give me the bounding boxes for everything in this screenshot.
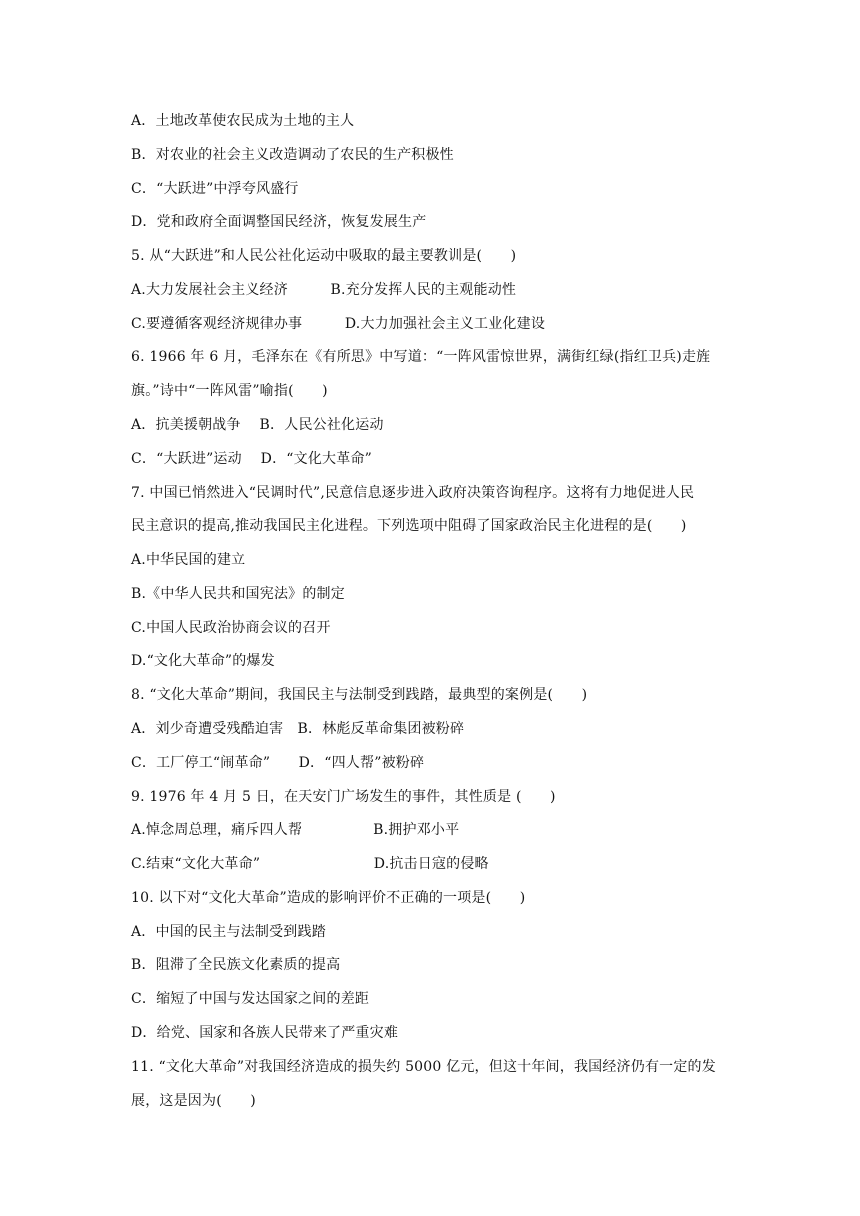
option-10c: C．缩短了中国与发达国家之间的差距 [131,991,370,1007]
option-7b: B.《中华人民共和国宪法》的制定 [131,586,345,602]
option-7c: C.中国人民政治协商会议的召开 [131,620,331,636]
option-10b: B．阻滞了全民族文化素质的提高 [131,957,341,973]
option-7a: A.中华民国的建立 [131,552,246,568]
question-11-line-1: 11. “文化大革命”对我国经济造成的损失约 5000 亿元，但这十年间，我国经济仍有一定的发 [131,1059,716,1075]
question-8: 8. “文化大革命”期间，我国民主与法制受到践踏，最典型的案例是( ) [131,687,588,703]
question-11-line-2: 展，这是因为( ) [131,1093,256,1109]
options-5cd: C.要遵循客观经济规律办事 D.大力加强社会主义工业化建设 [131,316,546,332]
question-6-line-2: 旗。”诗中“一阵风雷”喻指( ) [131,383,328,399]
question-10: 10. 以下对“文化大革命”造成的影响评价不正确的一项是( ) [131,890,526,906]
option-4a: A．土地改革使农民成为土地的主人 [131,113,355,129]
options-6cd: C．“大跃进”运动 D．“文化大革命” [131,451,373,467]
options-5ab: A.大力发展社会主义经济 B.充分发挥人民的主观能动性 [131,282,517,298]
question-9: 9. 1976 年 4 月 5 日，在天安门广场发生的事件，其性质是 ( ) [131,789,556,805]
option-7d: D.“文化大革命”的爆发 [131,653,275,669]
question-5: 5. 从“大跃进”和人民公社化运动中吸取的最主要教训是( ) [131,248,517,264]
option-4c: C．“大跃进”中浮夸风盛行 [131,181,299,197]
option-4d: D．党和政府全面调整国民经济，恢复发展生产 [131,214,427,230]
option-10d: D．给党、国家和各族人民带来了严重灾难 [131,1025,399,1041]
options-9ab: A.悼念周总理，痛斥四人帮 B.拥护邓小平 [131,822,460,838]
option-4b: B．对农业的社会主义改造调动了农民的生产积极性 [131,147,454,163]
options-8ab: A．刘少奇遭受残酷迫害 B．林彪反革命集团被粉碎 [131,721,465,737]
options-8cd: C．工厂停工“闹革命” D．“四人帮”被粉碎 [131,755,425,771]
question-7-line-1: 7. 中国已悄然进入“民调时代”,民意信息逐步进入政府决策咨询程序。这将有力地促进人民 [131,485,695,501]
options-9cd: C.结束“文化大革命” D.抗击日寇的侵略 [131,856,489,872]
options-6ab: A．抗美援朝战争 B．人民公社化运动 [131,417,384,433]
question-7-line-2: 民主意识的提高,推动我国民主化进程。下列选项中阻碍了国家政治民主化进程的是( ) [131,518,687,534]
option-10a: A．中国的民主与法制受到践踏 [131,924,326,940]
question-6-line-1: 6. 1966 年 6 月，毛泽东在《有所思》中写道：“一阵风雷惊世界，满街红绿(指红卫兵)走旌 [131,349,711,365]
